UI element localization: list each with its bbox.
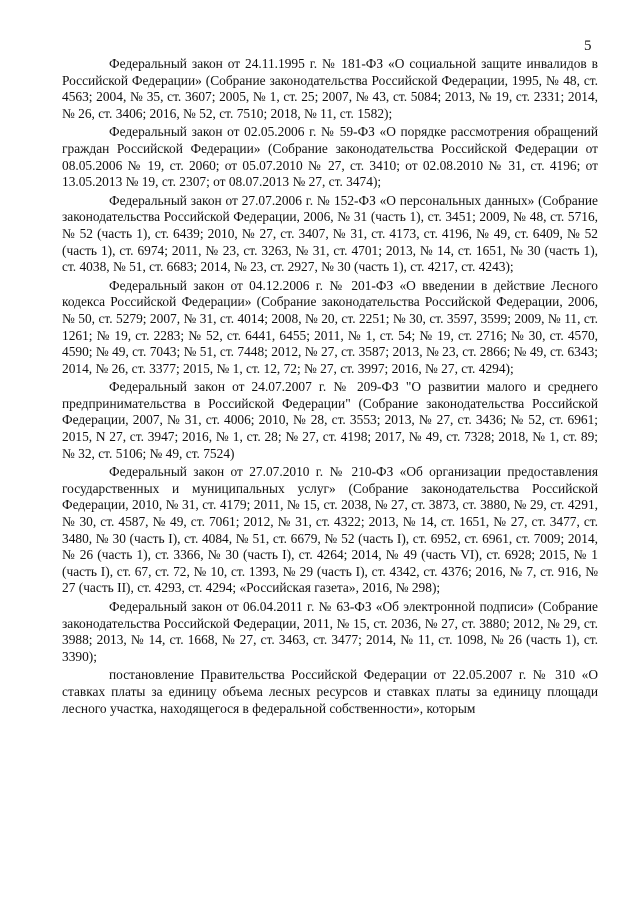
paragraph-law-152-fz: Федеральный закон от 27.07.2006 г. № 152-ФЗ «О персональных данных» (Собрание законодательства Российской Федерации, 2006, № 31 (часть 1), ст. 3451; 2009, № 48, ст. 5716, № 52 (часть 1), ст. 6439; 2010, № 27, ст. 3407, № 31, ст. 4173, ст. 4196, № 49, ст. 6409, № 52 (часть 1), ст. 6974; 2011, № 23, ст. 3263, № 31, ст. 4701; 2013, № 14, ст. 1651, № 30 (часть 1), ст. 4038, № 51, ст. 6683; 2014, № 23, ст. 2927, № 30 (часть 1), ст. 4217, ст. 4243); xyxy=(62,192,598,275)
document-body xyxy=(62,56,598,719)
paragraph-law-210-fz: Федеральный закон от 27.07.2010 г. № 210-ФЗ «Об организации предоставления государственных и муниципальных услуг» (Собрание законодательства Российской Федерации, 2010, № 31, ст. 4179; 2011, № 15, ст. 2038, № 27, ст. 3873, ст. 3880, № 29, ст. 4291, № 30, ст. 4587, № 49, ст. 7061; 2012, № 31, ст. 4322; 2013, № 14, ст. 1651, № 27, ст. 3477, ст. 3480, № 30 (часть I), ст. 4084, № 51, ст. 6679, № 52 (часть I), ст. 6952, ст. 6961, ст. 7009; 2014, № 26 (часть 1), ст. 3366, № 30 (часть I), ст. 4264; 2014, № 49 (часть VI), ст. 6928; 2015, № 1 (часть I), ст. 67, ст. 72, № 10, ст. 1393, № 29 (часть I), ст. 4342, ст. 4376; 2016, № 7, ст. 916, № 27 (часть II), ст. 4293, ст. 4294; «Российская газета», 2016, № 298); xyxy=(62,464,598,596)
paragraph-law-181-fz: Федеральный закон от 24.11.1995 г. № 181-ФЗ «О социальной защите инвалидов в Российской Федерации» (Собрание законодательства Российской Федерации, 1995, № 48, ст. 4563; 2004, № 35, ст. 3607; 2005, № 1, ст. 25; 2007, № 43, ст. 5084; 2013, № 19, ст. 2331; 2014, № 26, ст. 3406; 2016, № 52, ст. 7510; 2018, № 11, ст. 1582); xyxy=(62,56,598,121)
paragraph-law-63-fz: Федеральный закон от 06.04.2011 г. № 63-ФЗ «Об электронной подписи» (Собрание законодательства Российской Федерации, 2011, № 15, ст. 2036, № 27, ст. 3880; 2012, № 29, ст. 3988; 2013, № 14, ст. 1668, № 27, ст. 3463, ст. 3477; 2014, № 11, ст. 1098, № 26 (часть 1), ст. 3390); xyxy=(62,599,598,664)
paragraph-law-59-fz: Федеральный закон от 02.05.2006 г. № 59-ФЗ «О порядке рассмотрения обращений граждан Российской Федерации» (Собрание законодательства Российской Федерации от 08.05.2006 № 19, ст. 2060; от 05.07.2010 № 27, ст. 3410; от 02.08.2010 № 31, ст. 4196; от 13.05.2013 № 19, ст. 2307; от 08.07.2013 № 27, ст. 3474); xyxy=(62,124,598,190)
paragraph-law-201-fz: Федеральный закон от 04.12.2006 г. № 201-ФЗ «О введении в действие Лесного кодекса Российской Федерации» (Собрание законодательства Российской Федерации, 2006, № 50, ст. 5279; 2007, № 31, ст. 4014; 2008, № 20, ст. 2251; № 30, ст. 3597, 3599; 2009, № 11, ст. 1261; № 19, ст. 2283; № 52, ст. 6441, 6455; 2011, № 1, ст. 54; № 19, ст. 2716; № 30, ст. 4570, 4590; № 49, ст. 7043; № 51, ст. 7448; 2012, № 27, ст. 3587; 2013, № 23, ст. 2866; № 49, ст. 6343; 2014, № 26, ст. 3377; 2015, № 1, ст. 12, 72; № 27, ст. 3997; 2016, № 27, ст. 4294); xyxy=(62,277,598,376)
page-number: 5 xyxy=(584,38,592,54)
paragraph-law-209-fz: Федеральный закон от 24.07.2007 г. № 209-ФЗ "О развитии малого и среднего предпринимательства в Российской Федерации" (Собрание законодательства Российской Федерации, 2007, № 31, ст. 4006; 2010, № 28, ст. 3553; 2013, № 27, ст. 3436; № 52, ст. 6961; 2015, N 27, ст. 3947; 2016, № 1, ст. 28; № 27, ст. 4198; 2017, № 49, ст. 7328; 2018, № 1, ст. 89; № 32, ст. 5106; № 49, ст. 7524) xyxy=(62,379,598,461)
paragraph-resolution-310: постановление Правительства Российской Федерации от 22.05.2007 г. № 310 «О ставках платы за единицу объема лесных ресурсов и ставках платы за единицу площади лесного участка, находящегося в федеральной собственности», которым xyxy=(62,667,598,716)
